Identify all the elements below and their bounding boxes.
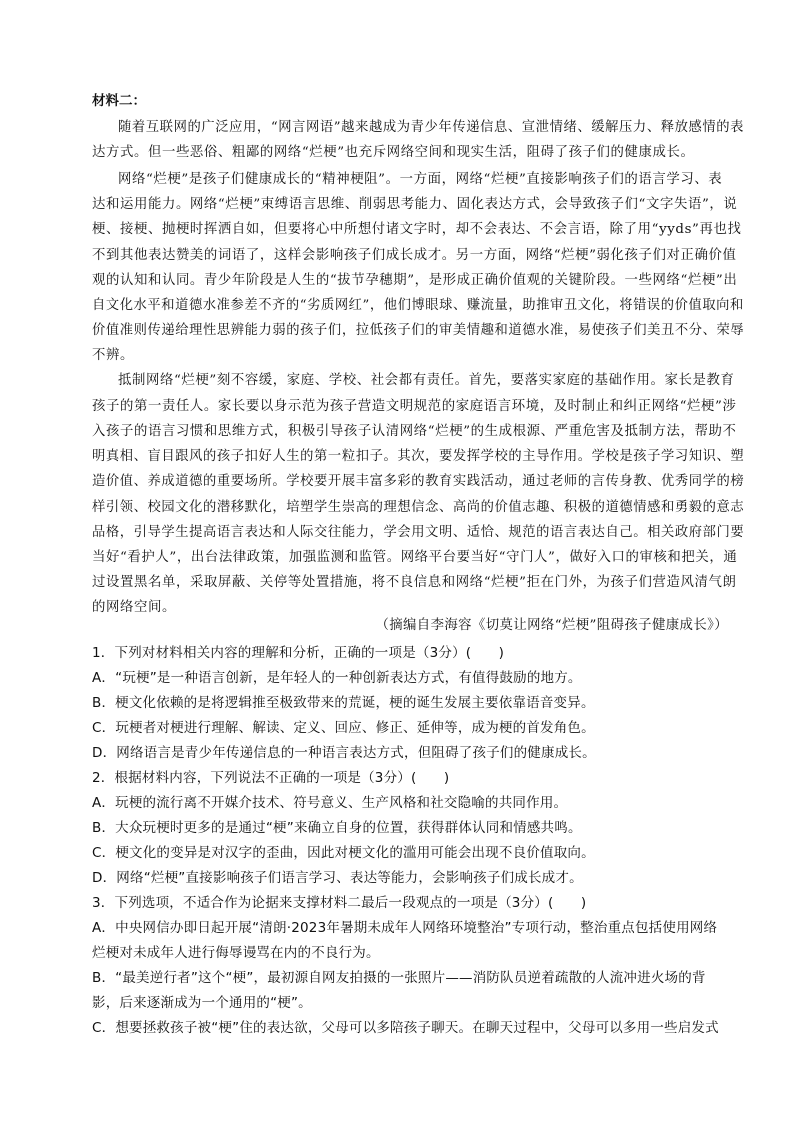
question-3-option-a: A．中央网信办即日起开展“清朗·2023年暑期未成年人网络环境整治”专项行动，整治重点包括使用网络 — [92, 920, 718, 936]
material-line: 造价值、养成道德的重要场所。学校要开展丰富多彩的教育实践活动，通过老师的言传身教、优秀同学的榜 — [92, 474, 745, 489]
question-3-option-c: C．想要拯救孩子被“梗”住的表达欲，父母可以多陪孩子聊天。在聊天过程中，父母可以多用一些启发式 — [92, 1020, 719, 1036]
material-line: 孩子的第一责任人。家长要以身示范为孩子营造文明规范的家庭语言环境，及时制止和纠正网络“烂梗”涉 — [92, 399, 737, 414]
material-line: 品格，引导学生提高语言表达和人际交往能力，学会用文明、适恰、规范的语言表达自己。相关政府部门要 — [92, 525, 745, 540]
material-line: 不到其他表达赞美的词语了，这样会影响孩子们成长成才。另一方面，网络“烂梗”弱化孩子们对正确价值 — [92, 248, 737, 263]
material-line: 明真相、盲目跟风的孩子扣好人生的第一粒扣子。其次，要发挥学校的主导作用。学校是孩子学习知识、塑 — [92, 449, 745, 464]
question-1-option-b: B．梗文化依赖的是将逻辑推至极致带来的荒诞，梗的诞生发展主要依靠语音变异。 — [92, 695, 595, 711]
material-line: 梗、接梗、抛梗时挥洒自如，但要将心中所想付诸文字时，却不会表达、不会言语，除了用“yyds”再也找 — [92, 222, 742, 237]
material-line: 达和运用能力。网络“烂梗”束缚语言思维、削弱思考能力、固化表达方式，会导致孩子们“文字失语”，说 — [92, 197, 738, 212]
material-line: 样引领、校园文化的潜移默化，培塑学生崇高的理想信念、高尚的价值志趣、积极的道德情感和勇毅的意志 — [92, 500, 745, 515]
source-citation: （摘编自李海容《切莫让网络“烂梗”阻碍孩子健康成长》） — [375, 618, 728, 633]
question-2-option-c: C．梗文化的变异是对汉字的歪曲，因此对梗文化的滥用可能会出现不良价值取向。 — [92, 845, 595, 861]
material-line: 当好“看护人”，出台法律政策，加强监测和监管。网络平台要当好“守门人”，做好入口的审核和把关，通 — [92, 550, 738, 565]
question-1-option-c: C．玩梗者对梗进行理解、解读、定义、回应、修正、延伸等，成为梗的首发角色。 — [92, 720, 595, 736]
question-3-stem: 3．下列选项，不适合作为论据来支撑材料二最后一段观点的一项是（3分）( ) — [92, 895, 587, 911]
question-2-option-a: A．玩梗的流行离不开媒介技术、符号意义、生产风格和社交隐喻的共同作用。 — [92, 795, 568, 811]
material-line: 自文化水平和道德水准参差不齐的“劣质网红”，他们博眼球、赚流量，助推审丑文化，将错误的价值取向和 — [92, 298, 744, 313]
material-line: 观的认知和认同。青少年阶段是人生的“拔节孕穗期”，是形成正确价值观的关键阶段。一些网络“烂梗”出 — [92, 273, 738, 288]
material-heading: 材料二： — [92, 93, 146, 109]
material-line: 网络“烂梗”是孩子们健康成长的“精神梗阻”。一方面，网络“烂梗”直接影响孩子们的语言学习、表 — [118, 172, 723, 187]
material-line: 入孩子的语言习惯和思维方式，积极引导孩子认清网络“烂梗”的生成根源、严重危害及抵制方法，帮助不 — [92, 424, 737, 439]
question-1-option-d: D．网络语言是青少年传递信息的一种语言表达方式，但阻碍了孩子们的健康成长。 — [92, 745, 596, 761]
material-line: 达方式。但一些恶俗、粗鄙的网络“烂梗”也充斥网络空间和现实生活，阻碍了孩子们的健康成长。 — [92, 145, 695, 160]
question-3-option-b: B．“最美逆行者”这个“梗”，最初源自网友拍摄的一张照片——消防队员逆着疏散的人流冲进火场的背 — [92, 970, 706, 986]
question-3-option-a-cont: 烂梗对未成年人进行侮辱谩骂在内的不良行为。 — [92, 945, 380, 961]
question-1-option-a: A．“玩梗”是一种语言创新，是年轻人的一种创新表达方式，有值得鼓励的地方。 — [92, 670, 582, 686]
material-line: 的网络空间。 — [92, 600, 176, 615]
material-line: 过设置黑名单，采取屏蔽、关停等处置措施，将不良信息和网络“烂梗”拒在门外，为孩子们营造风清气朗 — [92, 575, 737, 590]
question-1-stem: 1．下列对材料相关内容的理解和分析，正确的一项是（3分）( ) — [92, 645, 505, 661]
question-3-option-b-cont: 影，后来逐渐成为一个通用的“梗”。 — [92, 995, 312, 1011]
question-2-stem: 2．根据材料内容，下列说法不正确的一项是（3分）( ) — [92, 770, 450, 786]
question-2-option-b: B．大众玩梗时更多的是通过“梗”来确立自身的位置，获得群体认同和情感共鸣。 — [92, 820, 582, 836]
material-line: 不辨。 — [92, 348, 134, 363]
question-2-option-d: D．网络“烂梗”直接影响孩子们语言学习、表达等能力，会影响孩子们成长成才。 — [92, 870, 583, 886]
material-line: 随着互联网的广泛应用，“网言网语”越来越成为青少年传递信息、宣泄情绪、缓解压力、释放感情的表 — [118, 120, 745, 135]
material-line: 价值准则传递给理性思辨能力弱的孩子们，拉低孩子们的审美情趣和道德水准，易使孩子们美丑不分、荣辱 — [92, 323, 745, 338]
material-line: 抵制网络“烂梗”刻不容缓，家庭、学校、社会都有责任。首先，要落实家庭的基础作用。家长是教育 — [118, 373, 735, 388]
